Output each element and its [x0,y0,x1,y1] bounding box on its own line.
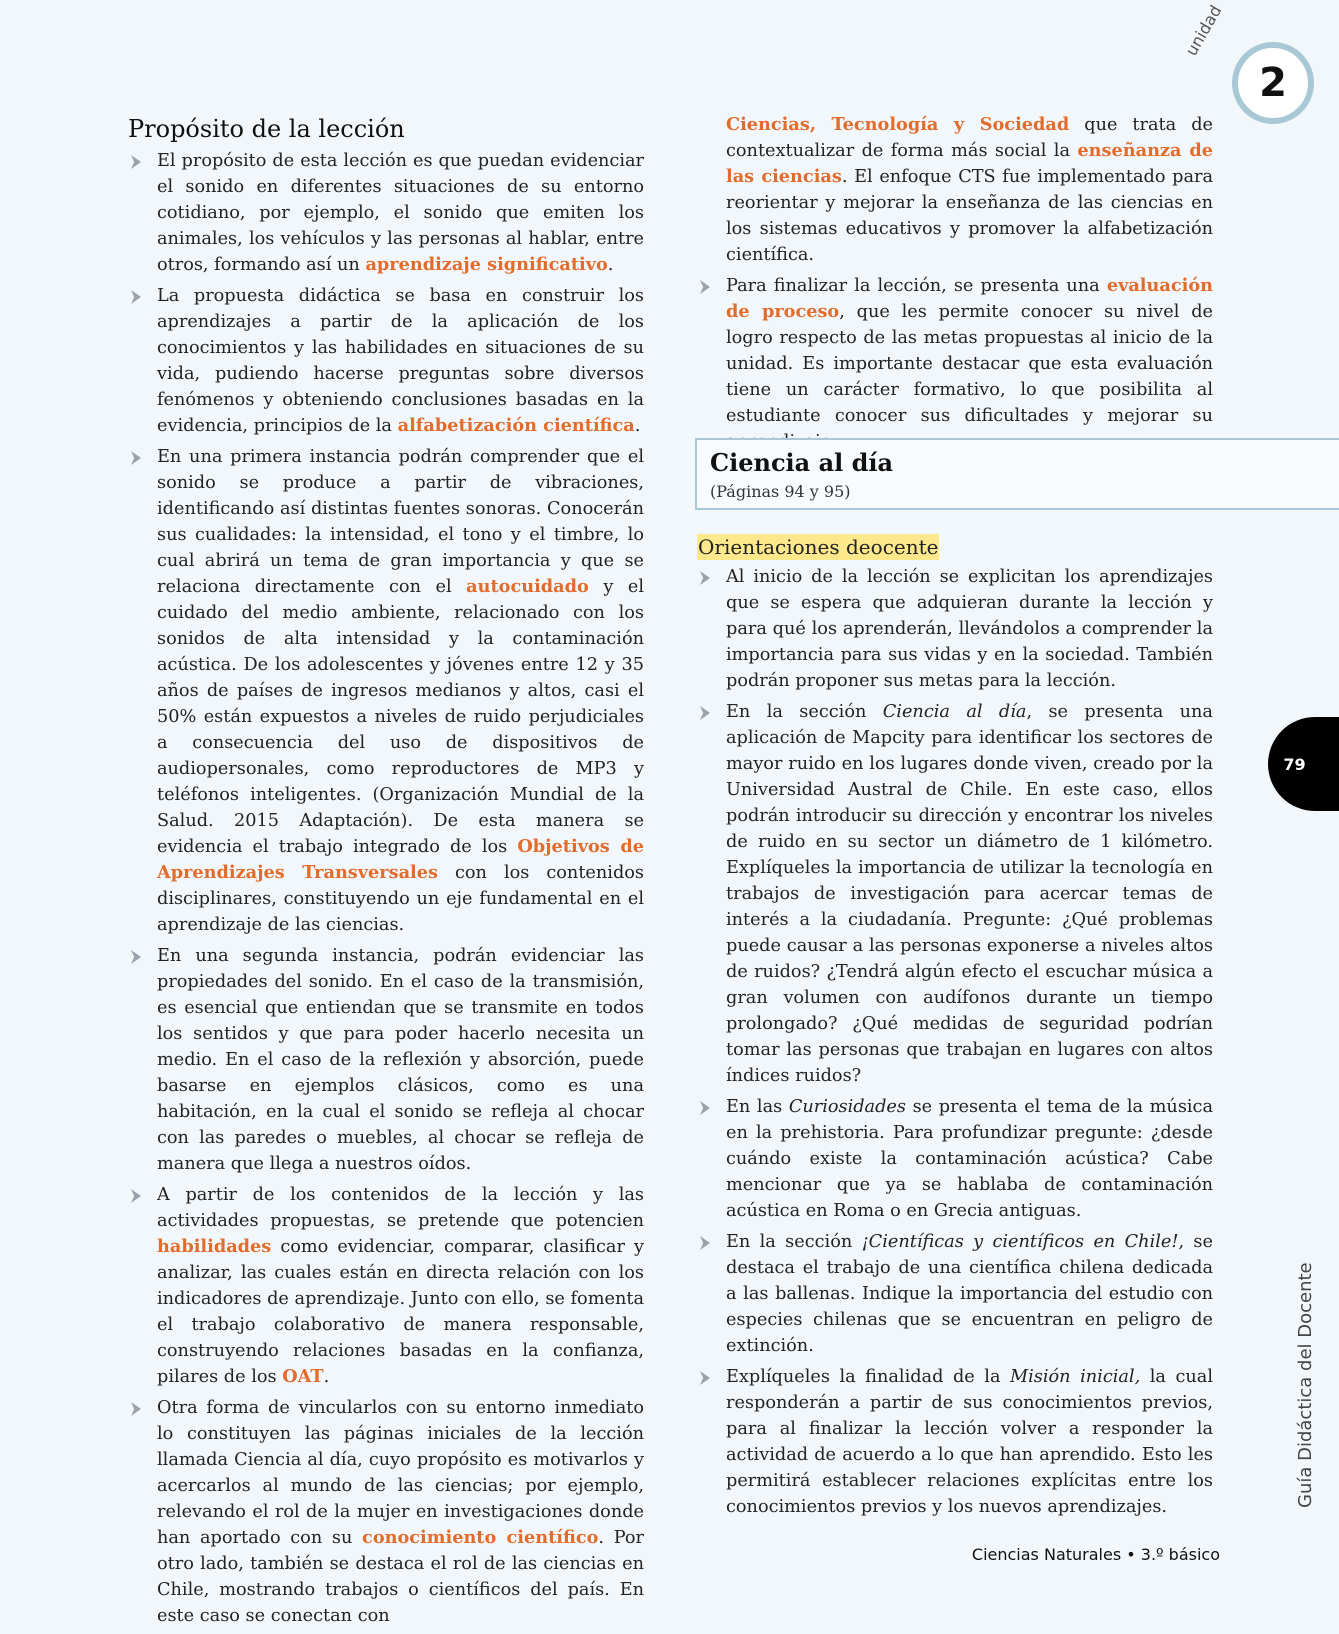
bullet-arrow-icon [131,451,141,465]
list-item: Al inicio de la lección se explicitan los aprendizajes que se espera que adquieran durante la lección y para qué los aprenderán, llevándolos a comprender la importancia para sus vidas y en la sociedad. También podrán proponer sus metas para la lección. [697,564,1213,694]
bullet-arrow-icon [700,280,710,294]
list-item: El propósito de esta lección es que puedan evidenciar el sonido en diferentes situaciones de su entorno cotidiano, por ejemplo, el sonido que emiten los animales, los vehículos y las personas al hablar, entre otros, formando así un aprendizaje significativo. [128,148,644,278]
continuation-list [697,112,1213,455]
bullet-arrow-icon [700,1371,710,1385]
list-item: En la sección ¡Científicas y científicos en Chile!, se destaca el trabajo de una científica chilena dedicada a las ballenas. Indique la importancia del estudio con especies chilenas que se encuentran en peligro de extinción. [697,1229,1213,1359]
list-item: En las Curiosidades se presenta el tema de la música en la prehistoria. Para profundizar pregunte: ¿desde cuándo existe la contaminación acústica? Cabe mencionar que ya se hablaba de contaminación acústica en Roma o en Grecia antiguas. [697,1094,1213,1224]
bullet-arrow-icon [131,1402,141,1416]
page-number: 79 [1283,754,1306,774]
bullet-arrow-icon [700,1101,710,1115]
italic-term: Misión inicial, [1010,1367,1141,1387]
bullet-arrow-icon [131,1189,141,1203]
italic-term: Curiosidades [788,1097,906,1117]
unit-number-badge [1232,42,1314,124]
highlight-term: habilidades [157,1236,272,1257]
bullet-arrow-icon [700,571,710,585]
list-item-continuation: Ciencias, Tecnología y Sociedad que trata de contextualizar de forma más social la enseñanza de las ciencias. El enfoque CTS fue implementado para reorientar y mejorar la enseñanza de las ciencias en los sistemas educativos y promover la alfabetización científica. [726,114,1214,265]
list-item: La propuesta didáctica se basa en construir los aprendizajes a partir de la aplicación de los conocimientos y las habilidades en situaciones de su vida, pudiendo hacerse preguntas sobre diversos fenómenos y obteniendo conclusiones basadas en la evidencia, principios de la alfabetización científica. [128,283,644,439]
highlight-term: aprendizaje significativo [365,254,608,275]
left-column [128,112,644,1634]
orientaciones-section [697,534,1213,1525]
page-number-tab [1268,717,1339,811]
orientaciones-list [697,564,1213,1520]
highlight-term: enseñanza de las ciencias [726,140,1213,187]
bullet-arrow-icon [131,155,141,169]
proposito-list [128,148,644,1629]
highlight-term: alfabetización científica [397,415,635,436]
highlight-term: Ciencias, Tecnología y Sociedad [726,114,1070,135]
bullet-arrow-icon [700,706,710,720]
unit-label: unidad [1181,2,1226,60]
section-box-ciencia-al-dia [695,438,1339,510]
list-item: Explíqueles la finalidad de la Misión inicial, la cual responderán a partir de sus conocimientos previos, para al finalizar la lección volver a responder la actividad de acuerdo a lo que han aprendido. Esto les permitirá establecer relaciones explícitas entre los conocimientos previos y los nuevos aprendizajes. [697,1364,1213,1520]
list-item: A partir de los contenidos de la lección y las actividades propuestas, se pretende que potencien habilidades como evidenciar, comparar, clasificar y analizar, las cuales están en directa relación con los indicadores de aprendizaje. Junto con ello, se fomenta el trabajo colaborativo de manera responsable, construyendo relaciones basadas en la confianza, pilares de los OAT. [128,1182,644,1390]
footer-subject: Ciencias Naturales • 3.º básico [971,1545,1220,1564]
side-label: Guía Didáctica del Docente [1295,1262,1316,1508]
list-item: Otra forma de vincularlos con su entorno inmediato lo constituyen las páginas iniciales de la lección llamada Ciencia al día, cuyo propósito es motivarlos y acercarlos al mundo de las ciencias; por ejemplo, relevando el rol de la mujer en investigaciones donde han aportado con su conocimiento científico. Por otro lado, también se destaca el rol de las ciencias en Chile, mostrando trabajos o científicos del país. En este caso se conectan con [128,1395,644,1629]
italic-term: Ciencia al día [882,702,1027,722]
box-title: Ciencia al día [710,448,894,477]
bullet-arrow-icon [131,290,141,304]
section-title-proposito: Propósito de la lección [128,115,405,143]
highlight-term: evaluación de proceso [726,275,1213,322]
highlight-term: autocuidado [466,576,589,597]
list-item: En una primera instancia podrán comprender que el sonido se produce a partir de vibraciones, identificando así distintas fuentes sonoras. Conocerán sus cualidades: la intensidad, el tono y el timbre, lo cual abrirá un tema de gran importancia y que se relaciona directamente con el autocuidado y el cuidado del medio ambiente, relacionado con los sonidos de alta intensidad y la contaminación acústica. De los adolescentes y jóvenes entre 12 y 35 años de países de ingresos medianos y altos, casi el 50% están expuestos a niveles de ruido perjudiciales a consecuencia del uso de dispositivos de audiopersonales, como reproductores de MP3 y teléfonos inteligentes. (Organización Mundial de la Salud. 2015 Adaptación). De esta manera se evidencia el trabajo integrado de los Objetivos de Aprendizajes Transversales con los contenidos disciplinares, constituyendo un eje fundamental en el aprendizaje de las ciencias. [128,444,644,938]
highlight-term: conocimiento científico [362,1527,599,1548]
unit-number: 2 [1259,60,1287,106]
bullet-arrow-icon [700,1236,710,1250]
italic-term: ¡Científicas y científicos en Chile! [861,1232,1179,1252]
bullet-arrow-icon [131,950,141,964]
highlight-term: OAT [282,1366,324,1387]
list-item: Para finalizar la lección, se presenta una evaluación de proceso, que les permite conocer su nivel de logro respecto de las metas propuestas al inicio de la unidad. Es importante destacar que esta evaluación tiene un carácter formativo, lo que posibilita al estudiante conocer sus dificultades y mejorar su [697,273,1213,455]
list-item: En una segunda instancia, podrán evidenciar las propiedades del sonido. En el caso de la transmisión, es esencial que entiendan que se transmite en todos los sentidos y que para poder hacerlo necesita un medio. En el caso de la reflexión y absorción, puede basarse en ejemplos clásicos, como es una habitación, en la cual el sonido se refleja al chocar con las paredes o muebles, al chocar se refleja de manera que llega a nuestros oídos. [128,943,644,1177]
right-column [697,112,1213,460]
list-item: En la sección Ciencia al día, se presenta una aplicación de Mapcity para identificar los sectores de mayor ruido en los lugares donde viven, creado por la Universidad Austral de Chile. En este caso, ellos podrán introducir su dirección y encontrar los niveles de ruido en su sector un diámetro de 1 kilómetro. Explíqueles la importancia de utilizar la tecnología en trabajos de investigación para acercar temas de interés a la ciudadanía. Pregunte: ¿Qué problemas puede causar a las personas exponerse a niveles altos de ruidos? ¿Tendrá algún efecto el escuchar música a gran volumen con audífonos durante un tiempo prolongado? ¿Qué medidas de seguridad podrían tomar las personas que trabajan en lugares con altos índices ruidos? [697,699,1213,1089]
highlight-term: Objetivos de Aprendizajes Transversales [157,836,644,883]
orientaciones-title: Orientaciones deocente [698,535,939,559]
box-subtitle: (Páginas 94 y 95) [710,482,851,501]
